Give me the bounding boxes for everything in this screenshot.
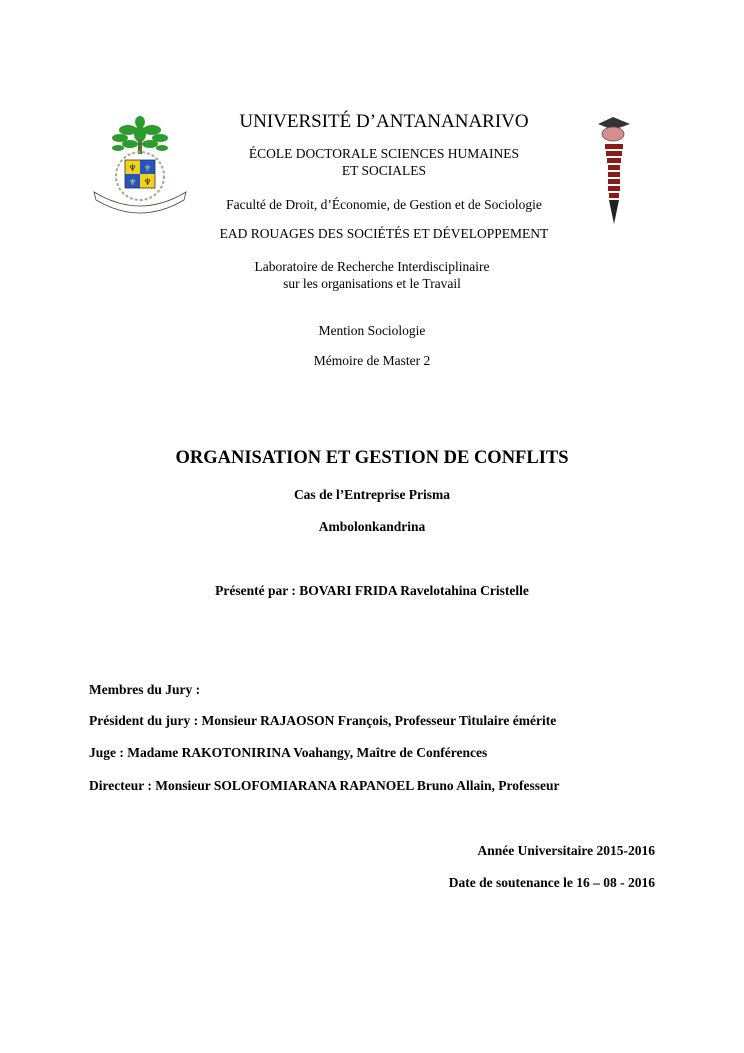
thesis-subtitle-1: Cas de l’Entreprise Prisma — [293, 487, 451, 502]
faculty-name: Faculté de Droit, d’Économie, de Gestion et de Sociologie — [226, 197, 542, 212]
jury-judge: Juge : Madame RAKOTONIRINA Voahangy, Maître de Conférences — [89, 745, 488, 760]
jury-director: Directeur : Monsieur SOLOFOMIARANA RAPANOEL Bruno Allain, Professeur — [89, 778, 560, 793]
jury-president: Président du jury : Monsieur RAJAOSON François, Professeur Titulaire émérite — [89, 713, 557, 728]
svg-text:♆: ♆ — [128, 164, 137, 174]
doctoral-school-line-1: ÉCOLE DOCTORALE SCIENCES HUMAINES — [248, 146, 520, 161]
jury-heading: Membres du Jury : — [89, 682, 201, 697]
mention: Mention Sociologie — [318, 323, 426, 338]
svg-text:♆: ♆ — [143, 178, 152, 188]
lab-line-1: Laboratoire de Recherche Interdisciplinaire — [254, 259, 490, 274]
svg-text:⚜: ⚜ — [128, 178, 137, 188]
memoire-type: Mémoire de Master 2 — [313, 353, 431, 368]
svg-text:⚜: ⚜ — [143, 164, 152, 174]
thesis-subtitle-2: Ambolonkandrina — [318, 519, 426, 534]
thesis-title: ORGANISATION ET GESTION DE CONFLITS — [175, 448, 569, 468]
lab-line-2: sur les organisations et le Travail — [283, 276, 461, 291]
academic-year: Année Universitaire 2015-2016 — [477, 843, 655, 858]
doctoral-school-line-2: ET SOCIALES — [341, 163, 427, 178]
university-name: UNIVERSITÉ D’ANTANANARIVO — [239, 111, 529, 132]
presenter-line: Présenté par : BOVARI FRIDA Ravelotahina Cristelle — [215, 583, 529, 598]
defense-date: Date de soutenance le 16 – 08 - 2016 — [448, 875, 655, 890]
ead-name: EAD ROUAGES DES SOCIÉTÉS ET DÉVELOPPEMENT — [219, 226, 549, 241]
